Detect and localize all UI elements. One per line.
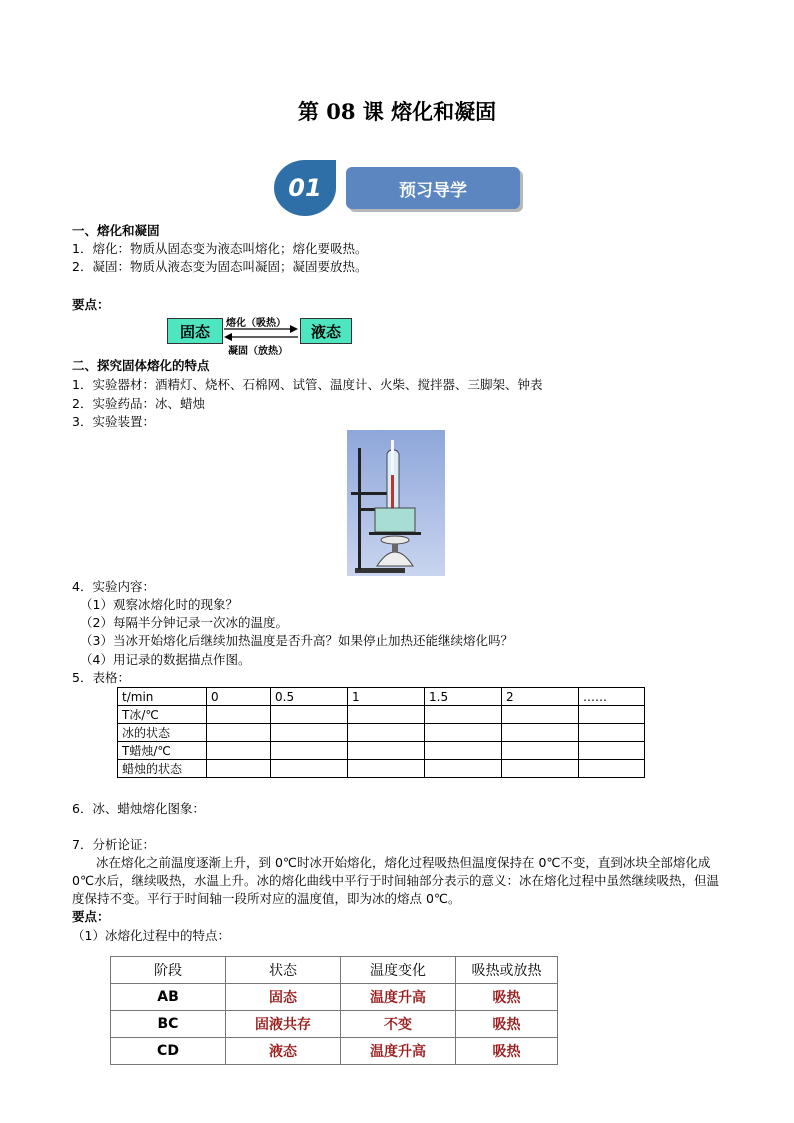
content-item-1: （1）观察冰熔化时的现象？ <box>80 597 238 612</box>
table-header-row <box>118 688 645 706</box>
table-cell[interactable] <box>425 706 502 724</box>
state-cell: 固液共存 <box>226 1011 341 1038</box>
table-header-cell: 2 <box>502 688 579 706</box>
table-cell[interactable] <box>271 760 348 778</box>
table-cell[interactable] <box>502 760 579 778</box>
stage-cell: CD <box>111 1038 226 1065</box>
table-cell[interactable] <box>207 760 271 778</box>
table-header-cell: 吸热或放热 <box>456 957 558 984</box>
table-cell[interactable] <box>271 742 348 760</box>
table-row <box>118 706 645 724</box>
table-label: 5．表格： <box>72 670 130 685</box>
table-row <box>111 1011 558 1038</box>
table-cell[interactable] <box>425 742 502 760</box>
analysis-paragraph: 冰在熔化之前温度逐渐上升，到 0℃时冰开始熔化，熔化过程吸热但温度保持在 0℃不变，直到冰块全部熔化成 0℃水后，继续吸热，水温上升。冰的熔化曲线中平行于时间轴部分表示的意义：冰在熔化过程中虽然继续吸热，但温度保持不变。平行于时间轴一段所对应的温度值，即为冰的熔点 0℃。 <box>72 855 719 906</box>
table-cell[interactable] <box>579 724 645 742</box>
table-header-cell: 阶段 <box>111 957 226 984</box>
phase-arrows-icon <box>222 324 300 342</box>
table-header-cell: 温度变化 <box>341 957 456 984</box>
section1-line-2: 2．凝固：物质从液态变为固态叫凝固；凝固要放热。 <box>72 259 368 274</box>
table-header-cell: 状态 <box>226 957 341 984</box>
record-table <box>117 687 645 778</box>
stage-cell: BC <box>111 1011 226 1038</box>
heat-cell: 吸热 <box>456 1038 558 1065</box>
table-cell[interactable] <box>348 706 425 724</box>
row-label: 冰的状态 <box>118 724 207 742</box>
state-cell: 液态 <box>226 1038 341 1065</box>
table-header-row <box>111 957 558 984</box>
table-cell[interactable] <box>425 760 502 778</box>
table-cell[interactable] <box>502 706 579 724</box>
content-item-4: （4）用记录的数据描点作图。 <box>80 652 251 667</box>
row-label: T冰/℃ <box>118 706 207 724</box>
content-item-3: （3）当冰开始熔化后继续加热温度是否升高？如果停止加热还能继续熔化吗？ <box>80 633 513 648</box>
table-cell[interactable] <box>348 760 425 778</box>
table-cell[interactable] <box>425 724 502 742</box>
ice-melting-table <box>110 956 558 1065</box>
table-header-cell: 1.5 <box>425 688 502 706</box>
key-points-label-2: 要点： <box>72 909 110 924</box>
table-header-cell: t/min <box>118 688 207 706</box>
table-cell[interactable] <box>502 724 579 742</box>
section2-line-2: 2．实验药品：冰、蜡烛 <box>72 396 205 411</box>
content-item-2: （2）每隔半分钟记录一次冰的温度。 <box>80 615 288 630</box>
item-7: 7．分析论证： <box>72 837 155 852</box>
freezing-label: 凝固（放热） <box>228 346 288 357</box>
table-header-cell: 0.5 <box>271 688 348 706</box>
key-points-label: 要点： <box>72 297 110 312</box>
temperature-cell: 温度升高 <box>341 1038 456 1065</box>
row-label: T蜡烛/℃ <box>118 742 207 760</box>
table-cell[interactable] <box>207 724 271 742</box>
table-cell[interactable] <box>207 706 271 724</box>
temperature-cell: 不变 <box>341 1011 456 1038</box>
table-row <box>118 760 645 778</box>
table-header-cell: 0 <box>207 688 271 706</box>
table-cell[interactable] <box>207 742 271 760</box>
content-label: 4．实验内容： <box>72 579 155 594</box>
section-number-badge: 01 <box>274 160 336 216</box>
section1-heading: 一、熔化和凝固 <box>72 223 160 238</box>
table-cell[interactable] <box>348 724 425 742</box>
melting-label: 熔化（吸热） <box>226 318 286 329</box>
section2-heading: 二、探究固体熔化的特点 <box>72 358 210 373</box>
solid-state-box: 固态 <box>167 318 223 344</box>
heat-cell: 吸热 <box>456 1011 558 1038</box>
stage-cell: AB <box>111 984 226 1011</box>
page-title: 第 08 课 熔化和凝固 <box>297 99 497 124</box>
table-cell[interactable] <box>271 724 348 742</box>
table-row <box>111 1038 558 1065</box>
section1-line-1: 1．熔化：物质从固态变为液态叫熔化；熔化要吸热。 <box>72 241 368 256</box>
table-cell[interactable] <box>348 742 425 760</box>
item-6: 6．冰、蜡烛熔化图象： <box>72 801 205 816</box>
liquid-state-box: 液态 <box>300 318 352 344</box>
table-cell[interactable] <box>579 742 645 760</box>
section2-line-3: 3．实验装置： <box>72 414 155 429</box>
experiment-apparatus-image <box>347 430 445 576</box>
table-cell[interactable] <box>579 760 645 778</box>
table-row <box>111 984 558 1011</box>
table-row <box>118 742 645 760</box>
row-label: 蜡烛的状态 <box>118 760 207 778</box>
table-header-cell: …… <box>579 688 645 706</box>
table-cell[interactable] <box>502 742 579 760</box>
heat-cell: 吸热 <box>456 984 558 1011</box>
state-cell: 固态 <box>226 984 341 1011</box>
table-cell[interactable] <box>271 706 348 724</box>
section-banner: 预习导学 <box>346 167 520 209</box>
section2-line-1: 1．实验器材：酒精灯、烧杯、石棉网、试管、温度计、火柴、搅拌器、三脚架、钟表 <box>72 377 543 392</box>
table-header-cell: 1 <box>348 688 425 706</box>
sub-heading: （1）冰熔化过程中的特点： <box>72 928 230 943</box>
temperature-cell: 温度升高 <box>341 984 456 1011</box>
table-cell[interactable] <box>579 706 645 724</box>
table-row <box>118 724 645 742</box>
